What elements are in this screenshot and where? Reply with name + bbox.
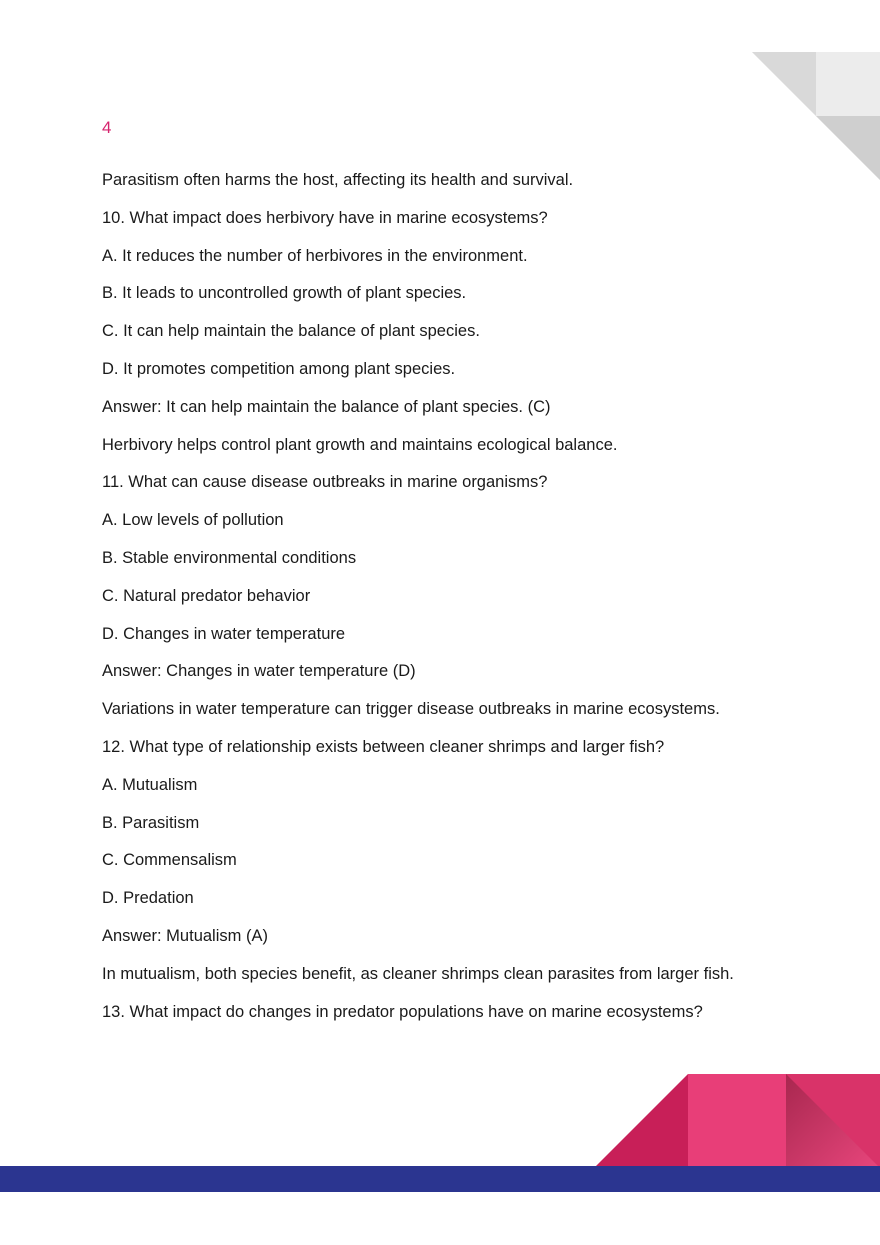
option-line: C. Natural predator behavior bbox=[102, 586, 311, 605]
footer-bar bbox=[0, 1166, 880, 1192]
answer-line: Answer: Mutualism (A) bbox=[102, 926, 268, 945]
explanation-line: Herbivory helps control plant growth and maintains ecological balance. bbox=[102, 435, 618, 454]
question-line: 12. What type of relationship exists between cleaner shrimps and larger fish? bbox=[102, 737, 665, 756]
option-line: A. Mutualism bbox=[102, 775, 198, 794]
footer-block-pink bbox=[688, 1074, 786, 1168]
option-line: A. It reduces the number of herbivores in the environment. bbox=[102, 246, 528, 265]
answer-line: Answer: Changes in water temperature (D) bbox=[102, 662, 416, 681]
option-line: B. It leads to uncontrolled growth of plant species. bbox=[102, 284, 467, 303]
option-line: D. Predation bbox=[102, 889, 194, 908]
footer-triangle-shade bbox=[786, 1074, 880, 1168]
answer-line: Answer: It can help maintain the balance of plant species. (C) bbox=[102, 397, 551, 416]
question-line: 10. What impact does herbivory have in marine ecosystems? bbox=[102, 208, 548, 227]
text-line: Parasitism often harms the host, affecting its health and survival. bbox=[102, 171, 574, 189]
option-line: A. Low levels of pollution bbox=[102, 511, 284, 530]
question-line: 13. What impact do changes in predator populations have on marine ecosystems? bbox=[102, 1002, 703, 1021]
page-number: 4 bbox=[102, 118, 112, 137]
explanation-line: In mutualism, both species benefit, as cleaner shrimps clean parasites from larger fish. bbox=[102, 964, 734, 983]
option-line: D. Changes in water temperature bbox=[102, 624, 346, 643]
option-line: B. Parasitism bbox=[102, 813, 200, 832]
bottom-footer-decoration bbox=[0, 1060, 880, 1245]
question-line: 11. What can cause disease outbreaks in marine organisms? bbox=[102, 473, 548, 492]
question-content bbox=[102, 168, 822, 1037]
corner-triangle-mid bbox=[752, 52, 816, 116]
corner-triangle-light bbox=[752, 52, 880, 180]
option-line: B. Stable environmental conditions bbox=[102, 548, 357, 567]
corner-triangle-dark bbox=[816, 116, 880, 180]
footer-triangle-left bbox=[594, 1074, 688, 1168]
explanation-line: Variations in water temperature can trigger disease outbreaks in marine ecosystems. bbox=[102, 700, 720, 719]
option-line: C. Commensalism bbox=[102, 851, 237, 870]
footer-block-right bbox=[786, 1074, 880, 1168]
option-line: C. It can help maintain the balance of plant species. bbox=[102, 322, 480, 341]
option-line: D. It promotes competition among plant species. bbox=[102, 359, 456, 378]
